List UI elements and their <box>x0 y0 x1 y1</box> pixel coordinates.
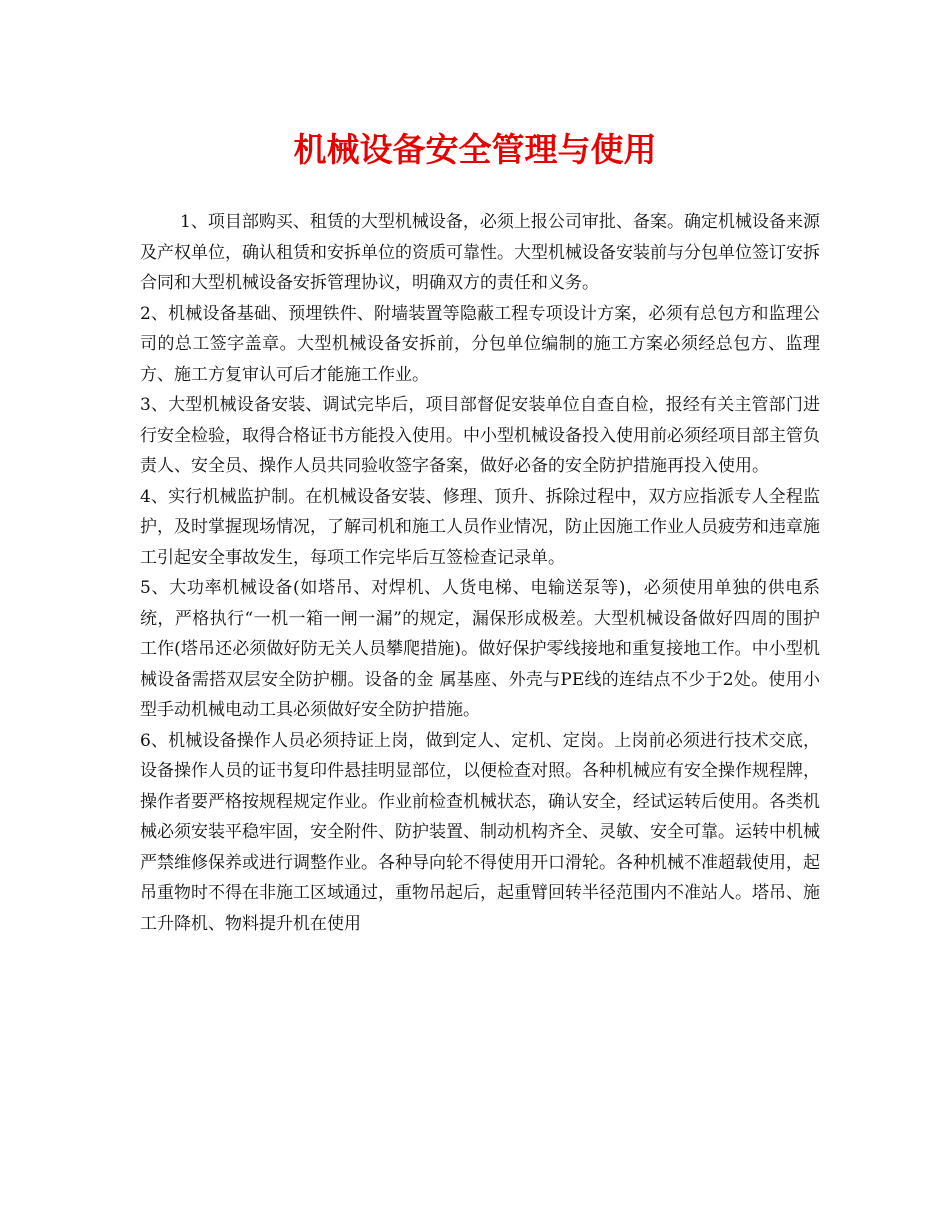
paragraph-3: 3、大型机械设备安装、调试完毕后，项目部督促安装单位自查自检，报经有关主管部门进行安全检验，取得合格证书方能投入使用。中小型机械设备投入使用前必须经项目部主管负责人、安全员、操作人员共同验收签字备案，做好必备的安全防护措施再投入使用。 <box>140 395 820 476</box>
paragraph-6: 6、机械设备操作人员必须持证上岗，做到定人、定机、定岗。上岗前必须进行技术交底，设备操作人员的证书复印件悬挂明显部位，以便检查对照。各种机械应有安全操作规程牌，操作者要严格按规程规定作业。作业前检查机械状态，确认安全，经试运转后使用。各类机械必须安装平稳牢固，安全附件、防护装置、制动机构齐全、灵敏、安全可靠。运转中机械严禁维修保养或进行调整作业。各种导向轮不得使用开口滑轮。各种机械不准超载使用，起吊重物时不得在非施工区域通过，重物吊起后，起重臂回转半径范围内不准站人。塔吊、施工升降机、物料提升机在使用 <box>140 730 820 934</box>
document-body <box>140 207 820 939</box>
paragraph-4: 4、实行机械监护制。在机械设备安装、修理、顶升、拆除过程中，双方应指派专人全程监护，及时掌握现场情况，了解司机和施工人员作业情况，防止因施工作业人员疲劳和违章施工引起安全事故发生，每项工作完毕后互签检查记录单。 <box>140 486 820 568</box>
paragraph-1: 1、项目部购买、租赁的大型机械设备，必须上报公司审批、备案。确定机械设备来源及产权单位，确认租赁和安拆单位的资质可靠性。大型机械设备安装前与分包单位签订安拆合同和大型机械设备安拆管理协议，明确双方的责任和义务。 <box>140 212 820 293</box>
document-title: 机械设备安全管理与使用 <box>293 130 657 169</box>
paragraph-2: 2、机械设备基础、预埋铁件、附墙装置等隐蔽工程专项设计方案，必须有总包方和监理公司的总工签字盖章。大型机械设备安拆前，分包单位编制的施工方案必须经总包方、监理方、施工方复审认可后才能施工作业。 <box>140 303 820 385</box>
paragraph-5: 5、大功率机械设备(如塔吊、对焊机、人货电梯、电输送泵等)，必须使用单独的供电系统，严格执行“一机一箱一闸一漏”的规定，漏保形成极差。大型机械设备做好四周的围护工作(塔吊还必须做好防无关人员攀爬措施)。做好保护零线接地和重复接地工作。中小型机械设备需搭双层安全防护棚。设备的金 属基座、外壳与PE线的连结点不少于2处。使用小型手动机械电动工具必须做好安全防护措施。 <box>140 578 820 720</box>
